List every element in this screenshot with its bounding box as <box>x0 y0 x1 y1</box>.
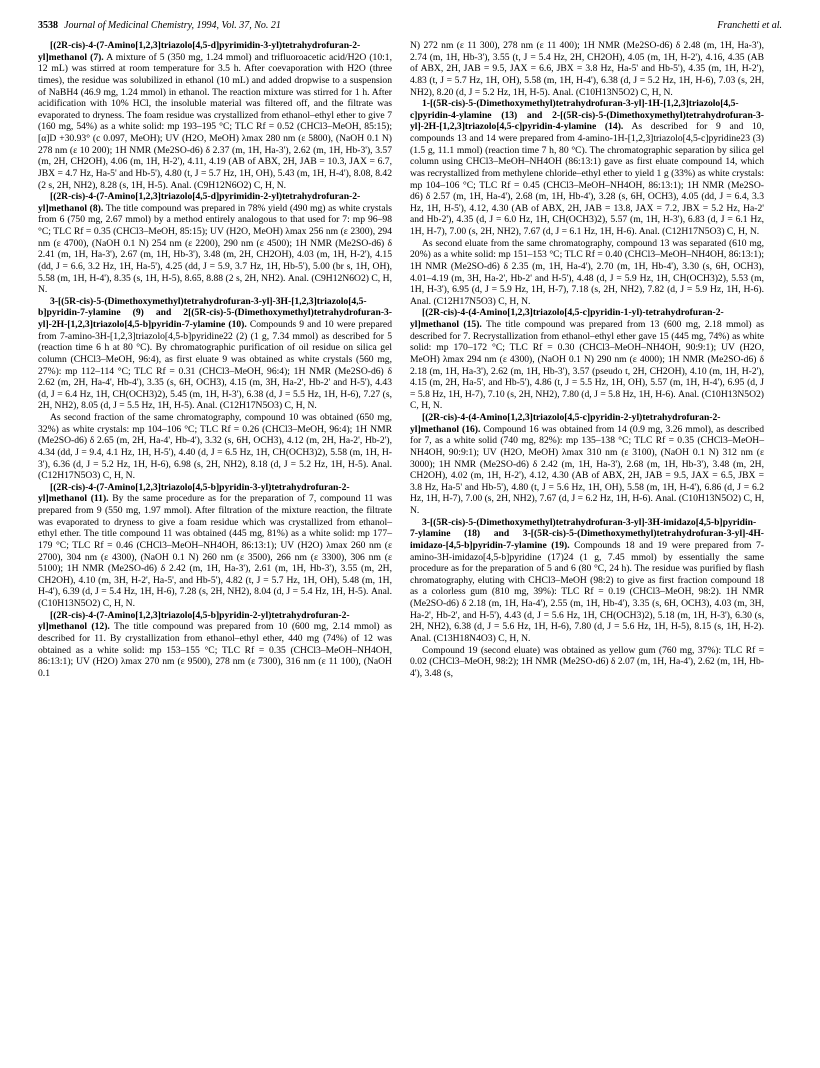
paragraph <box>38 191 392 296</box>
paragraph <box>410 307 764 412</box>
compound-heading: 1-[(5R-cis)-5-(Dimethoxymethyl)tetrahydrofuran-3-yl]-1H-[1,2,3]triazolo[4,5-c]pyridin-4-ylamine (13) and 2-[(5R-cis)-5-(Dimethoxymethyl)tetrahydrofuran-3-yl]-2H-[1,2,3]triazolo[4,5-c]pyridin-4-ylamine (14). <box>410 98 764 133</box>
paragraph <box>410 517 764 645</box>
paragraph-text: The title compound was prepared from 13 (600 mg, 2.18 mmol) as described for 7. Recrystallization from ethanol–ethyl ether gave 15 (445 mg, 74%) as white solid: mp 170–172 °C; TLC Rf = 0.30 (CHCl3–MeOH–NH4OH, 90:9:1); UV (H2O, MeOH) λmax 294 nm (ε 4300), (NaOH 0.1 N) 290 nm (ε 4000); 1H NMR (Me2SO-d6) δ 2.18 (m, 1H, Ha-3'), 2.62 (m, 1H, Hb-3'), 3.57 (pseudo t, 2H, CH2OH), 4.10 (m, 1H, H-2'), 4.15 (m, 2H, Ha-5', and Hb-5'), 4.86 (t, J = 5.5 Hz, 1H, OH), 5.57 (m, 1H, H-4'), 6.95 (d, J = 5.8 Hz, 1H, H-7), 7.10 (s, 2H, NH2), 7.80 (d, J = 5.8 Hz, 1H, H-6). Anal. (C10H13N5O2) C, H, N. <box>410 319 764 412</box>
paragraph-text: Compound 19 (second eluate) was obtained as yellow gum (760 mg, 37%): TLC Rf = 0.02 (CHCl3–MeOH, 98:2); 1H NMR (Me2SO-d6) δ 2.07 (m, 1H, Ha-4'), 2.62 (m, 1H, Hb-4'), 3.48 (s, <box>410 644 764 679</box>
paragraph-text: As second fraction of the same chromatography, compound 10 was obtained (650 mg, 32%) as white crystals: mp 104–106 °C; TLC Rf = 0.26 (CHCl3–MeOH, 96:4); 1H NMR (Me2SO-d6) δ 2.65 (m, 2H, Ha-4', Hb-4'), 3.32 (s, 6H, OCH3), 4.12 (m, 2H, Ha-2', Hb-2'), 4.34 (dd, J = 9.4, 4.1 Hz, 1H, H-5'), 4.40 (d, J = 6.5 Hz, 1H, CH(OCH3)2), 5.58 (m, 1H, H-3'), 6.36 (d, J = 5.2 Hz, 1H, H-6), 6.98 (s, 2H, NH2), 8.18 (d, J = 5.2 Hz, 1H, H-5). Anal. (C12H17N5O3) C, H, N. <box>38 412 392 482</box>
compound-heading: [(2R-cis)-4-(7-Amino[1,2,3]triazolo[4,5-d]pyrimidin-3-yl)tetrahydrofuran-2-yl]methanol (7). <box>38 40 361 63</box>
page-number: 3538 <box>38 20 58 31</box>
paragraph-text: Compound 16 was obtained from 14 (0.9 mg, 3.26 mmol), as described for 7, as a white solid (740 mg, 82%): mp 135–138 °C; TLC Rf = 0.35 (CHCl3–MeOH–NH4OH, 90:9:1); UV (H2O, MeOH) λmax 310 nm (ε 3100), (NaOH 0.1 N) 312 nm (ε 3000); 1H NMR (Me2SO-d6) δ 2.42 (m, 1H, Ha-3'), 2.68 (m, 1H, Hb-3'), 3.48 (m, 2H, CH2OH), 4.02 (m, 1H, H-2'), 4.12, 4.30 (AB of ABX, 2H, JAB = 9.5, JAX = 6.5, JBX = 3.8 Hz, Ha-5' and Hb-5'), 4.80 (t, J = 5.6 Hz, 1H, OH), 5.58 (m, 1H, H-4'), 6.86 (d, J = 6.2 Hz, 1H, H-7), 7.00 (s, 2H, NH2), 7.67 (d, J = 6.2 Hz, 1H, H-6). Anal. (C10H13N5O2) C, H, N. <box>410 423 764 516</box>
compound-heading: [(2R-cis)-4-(7-Amino[1,2,3]triazolo[4,5-b]pyridin-2-yl)tetrahydrofuran-2-yl]methanol (12). <box>38 609 350 633</box>
journal-citation: Journal of Medicinal Chemistry, 1994, Vol. 37, No. 21 <box>64 20 281 31</box>
compound-heading: [(2R-cis)-4-(7-Amino[1,2,3]triazolo[4,5-b]pyridin-3-yl)tetrahydrofuran-2-yl]methanol (11). <box>38 481 350 505</box>
paragraph <box>410 98 764 238</box>
paragraph-text: As described for 9 and 10, compounds 13 and 14 were prepared from 4-amino-1H-[1,2,3]triazolo[4,5-c]pyridine23 (3) (1.5 g, 11.1 mmol) (reaction time 7 h, 80 °C). The chromatographic separation by silica gel column using CHCl3–MeOH–NH4OH (86:13:1) gave as first eluate compound 14, which was recrystallized from methylene chloride–ethyl ether to yield 1 g (33%) as white crystals: mp 104–106 °C; TLC Rf = 0.45 (CHCl3–MeOH–NH4OH, 86:13:1); 1H NMR (Me2SO-d6) δ 2.57 (m, 1H, Ha-4'), 2.68 (m, 1H, Hb-4'), 3.28 (s, 6H, OCH3), 4.05 (dd, J = 6.4, 3.3 Hz, 1H, H-5'), 4.12, 4.30 (AB of ABX, 2H, JAB = 13.8, JAX = 7.2, JBX = 5.2 Hz, Ha-2' and Hb-2'), 4.35 (d, J = 6.0 Hz, 1H, CH(OCH3)2), 5.57 (m, 1H, H-3'), 6.83 (d, J = 6.1 Hz, 1H, H-7), 7.00 (s, 2H, NH2), 7.67 (d, J = 6.1 Hz, 1H, H-6). Anal. (C12H17N5O3) C, H, N. <box>410 121 764 237</box>
paragraph <box>410 412 764 517</box>
paragraph <box>410 238 764 308</box>
compound-heading: 3-[(5R-cis)-5-(Dimethoxymethyl)tetrahydrofuran-3-yl]-3H-[1,2,3]triazolo[4,5-b]pyridin-7-ylamine (9) and 2[(5R-cis)-5-(Dimethoxymethyl)tetrahydrofuran-3-yl]-2H-[1,2,3]triazolo[4,5-b]pyridin-7-ylamine (10). <box>38 295 392 330</box>
paragraph-text: A mixture of 5 (350 mg, 1.24 mmol) and trifluoroacetic acid/H2O (10:1, 12 mL) was stirred at room temperature for 3.5 h. After coevaporation with H2O (three times), the residue was solubilized in ethanol (10 mL) and added dropwise to a suspension of NaBH4 (46.9 mg, 1.24 mmol) in ethanol. The reaction mixture was stirred for 1 h. After acidification with 10% HCl, the insoluble material was filtered off, and the filtrate was evaporated to dryness. The foam residue was crystallized from ethanol–ethyl ether to give 7 (160 mg, 54%) as a white solid: mp 193–195 °C; TLC Rf = 0.52 (CHCl3–MeOH, 85:15); [α]D +30.93° (c 0.097, MeOH); UV (H2O, MeOH) λmax 280 nm (ε 5800), (NaOH 0.1 N) 278 nm (ε 10 200); 1H NMR (Me2SO-d6) δ 2.37 (m, 1H, Ha-3'), 2.62 (m, 1H, Hb-3'), 3.57 (m, 2H, CH2OH), 4.06 (m, 1H, H-2'), 4.11, 4.19 (AB of ABX, 2H, JAB = 10.3, JAX = 6.7, JBX = 4.7 Hz, Ha-5' and Hb-5'), 4.80 (t, J = 5.7 Hz, 1H, OH), 5.43 (m, 1H, H-4'), 8.08, 8.42 (2 s, 2H, NH2), 8.28 (s, 1H, H-5). Anal. (C9H12N6O2) C, H, N. <box>38 51 392 191</box>
paragraph <box>410 40 764 98</box>
compound-heading: [(2R-cis)-4-(7-Amino[1,2,3]triazolo[4,5-d]pyrimidin-2-yl)tetrahydrofuran-2-yl]methanol (8). <box>38 191 361 214</box>
paragraph-text: As second eluate from the same chromatography, compound 13 was separated (610 mg, 20%) as a white solid: mp 151–153 °C; TLC Rf = 0.40 (CHCl3–MeOH–NH4OH, 86:13:1); 1H NMR (Me2SO-d6) δ 2.35 (m, 1H, Ha-4'), 2.70 (m, 1H, Hb-4'), 3.30 (s, 6H, OCH3), 4.01–4.19 (m, 3H, Ha-2', Hb-2' and H-5'), 4.48 (d, J = 5.9 Hz, 1H, CH(OCH3)2), 5.53 (m, 1H, H-3'), 6.95 (d, J = 5.9 Hz, 1H, H-7), 7.18 (s, 2H, NH2), 7.82 (d, J = 5.9 Hz, 1H, H-6). Anal. (C12H17N5O3) C, H, N. <box>410 237 764 307</box>
paragraph <box>38 296 392 412</box>
paragraph-text: The title compound was prepared from 10 (600 mg, 2.14 mmol) as described for 11. By crystallization from ethanol–ethyl ether, 440 mg (74%) of 12 was obtained as a white solid: mp 153–155 °C; TLC Rf = 0.35 (CHCl3–MeOH–NH4OH, 86:13:1); UV (H2O) λmax 270 nm (ε 9500), 278 nm (ε 7300), 316 nm (ε 11 100), (NaOH 0.1 <box>38 621 392 679</box>
paragraph-text: N) 272 nm (ε 11 300), 278 nm (ε 11 400); 1H NMR (Me2SO-d6) δ 2.48 (m, 1H, Ha-3'), 2.74 (m, 1H, Hb-3'), 3.55 (t, J = 5.4 Hz, 2H, CH2OH), 4.05 (m, 1H, H-2'), 4.16, 4.35 (AB of ABX, 2H, JAB = 9.5, JAX = 6.6, JBX = 3.8 Hz, Ha-5' and Hb-5'), 4.35 (m, 1H, H-2'), 4.83 (t, J = 5.7 Hz, 1H, OH), 5.58 (m, 1H, H-4'), 6.38 (d, J = 5.2 Hz, 1H, H-6), 7.03 (s, 2H, NH2), 8.20 (d, J = 5.2 Hz, 1H, H-5). Anal. (C10H13N5O2) C, H, N. <box>410 40 764 98</box>
running-header <box>38 18 782 34</box>
paragraph <box>38 412 392 482</box>
left-column <box>38 40 392 679</box>
paragraph-text: By the same procedure as for the preparation of 7, compound 11 was prepared from 9 (550 mg, 1.97 mmol). After filtration of the mixture reaction, the filtrate was evaporated to dryness to give a foam residue which was crystallized from ethanol–ethyl ether. The title compound 11 was obtained (445 mg, 81%) as a white solid: mp 177–179 °C; TLC Rf = 0.46 (CHCl3–MeOH–NH4OH, 86:13:1); UV (H2O) λmax 260 nm (ε 2700), 304 nm (ε 4300), (NaOH 0.1 N) 260 nm (ε 3500), 266 nm (ε 3300), 306 nm (ε 5100); 1H NMR (Me2SO-d6) δ 2.42 (m, 1H, Ha-3'), 2.61 (m, 1H, Hb-3'), 3.55 (m, 2H, CH2OH), 4.10 (m, 3H, H-2', Ha-5', and Hb-5'), 4.82 (t, J = 5.7 Hz, 1H, OH), 5.48 (m, 1H, H-4'), 6.39 (d, J = 5.4 Hz, 1H, H-6), 7.28 (s, 2H, NH2), 8.04 (d, J = 5.4 Hz, 1H, H-5). Anal. (C10H13N5O2) C, H, N. <box>38 493 392 609</box>
paragraph-text: Compounds 18 and 19 were prepared from 7-amino-3H-imidazo[4,5-b]pyridine (17)24 (1 g, 7.45 mmol) by essentially the same procedure as for the preparation of 5 and 6 (80 °C, 24 h). The residue was purified by flash chromatography, eluting with CHCl3–MeOH (98:2) to give as first fraction compound 18 as a colorless gum (810 mg, 39%): TLC Rf = 0.19 (CHCl3–MeOH, 98:2). 1H NMR (Me2SO-d6) δ 2.18 (m, 1H, Ha-4'), 2.55 (m, 1H, Hb-4'), 3.35 (s, 6H, OCH3), 4.03 (m, 3H, Ha-2', Hb-2', and H-5'), 4.43 (d, J = 5.6 Hz, 1H, CH(OCH3)2), 5.18 (m, 1H, H-3'), 6.30 (s, 2H, NH2), 6.38 (d, J = 5.6 Hz, 1H, H-6), 7.80 (d, J = 5.6 Hz, 1H, H-5), 8.15 (s, 1H, H-2). Anal. (C13H18N4O3) C, H, N. <box>410 539 764 644</box>
compound-heading: [(2R-cis)-4-(4-Amino[1,2,3]triazolo[4,5-c]pyridin-2-yl)tetrahydrofuran-2-yl]methanol (16). <box>410 412 721 435</box>
right-column <box>410 40 764 679</box>
paragraph <box>38 40 392 191</box>
paragraph <box>38 482 392 610</box>
paragraph-text: Compounds 9 and 10 were prepared from 7-amino-3H-[1,2,3]triazolo[4,5-b]pyridine22 (2) (1 g, 7.34 mmol) as described for 5 (reaction time 6 h at 80 °C). By chromatographic purification of oil residue on silica gel column (CHCl3–MeOH, 96:4), as first eluate 9 was obtained as white crystals (560 mg, 27%): mp 112–114 °C; TLC Rf = 0.31 (CHCl3–MeOH, 96:4); 1H NMR (Me2SO-d6) δ 2.62 (m, 2H, Ha-4', Hb-4'), 3.35 (s, 6H, OCH3), 4.15 (m, 3H, Ha-2', Hb-2' and H-5'), 4.43 (d, J = 6.4 Hz, 1H, CH(OCH3)2), 5.45 (m, 1H, H-3'), 6.38 (d, J = 5.5 Hz, 1H, H-6), 7.27 (s, 2H, NH2), 8.05 (d, J = 5.5 Hz, 1H, H-5). Anal. (C12H17N5O3) C, H, N. <box>38 319 392 412</box>
compound-heading: 3-[(5R-cis)-5-(Dimethoxymethyl)tetrahydrofuran-3-yl]-3H-imidazo[4,5-b]pyridin-7-ylamine (18) and 3-[(5R-cis)-5-(Dimethoxymethyl)tetrahydrofuran-3-yl]-4H-imidazo-[4,5-b]pyridin-7-ylamine (19). <box>410 516 764 551</box>
compound-heading: [(2R-cis)-4-(4-Amino[1,2,3]triazolo[4,5-c]pyridin-1-yl)-tetrahydrofuran-2-yl]methanol (15). <box>410 307 724 330</box>
paragraph <box>410 645 764 680</box>
paragraph <box>38 610 392 680</box>
running-authors: Franchetti et al. <box>717 20 782 31</box>
paragraph-text: The title compound was prepared in 78% yield (490 mg) as white crystals from 6 (750 mg, 2.67 mmol) by a method entirely analogous to that used for 7: mp 96–98 °C; TLC Rf = 0.35 (CHCl3–MeOH, 85:15); UV (H2O, MeOH) λmax 256 nm (ε 2300), 294 nm (ε 4700), (NaOH 0.1 N) 254 nm (ε 2200), 290 nm (ε 4500); 1H NMR (Me2SO-d6) δ 2.41 (m, 1H, Ha-3'), 2.67 (m, 1H, Hb-3'), 3.48 (m, 2H, CH2OH), 4.03 (m, 1H, H-2'), 4.15 (dd, J = 6.6, 3.2 Hz, 1H, Ha-5'), 4.25 (dd, J = 5.9, 3.7 Hz, 1H, Hb-5'), 5.00 (br s, 1H, OH), 5.58 (m, 1H, H-4'), 8.35 (s, 1H, H-5), 8.65, 8.88 (2 s, 2H, NH2). Anal. (C9H12N6O2) C, H, N. <box>38 202 392 296</box>
